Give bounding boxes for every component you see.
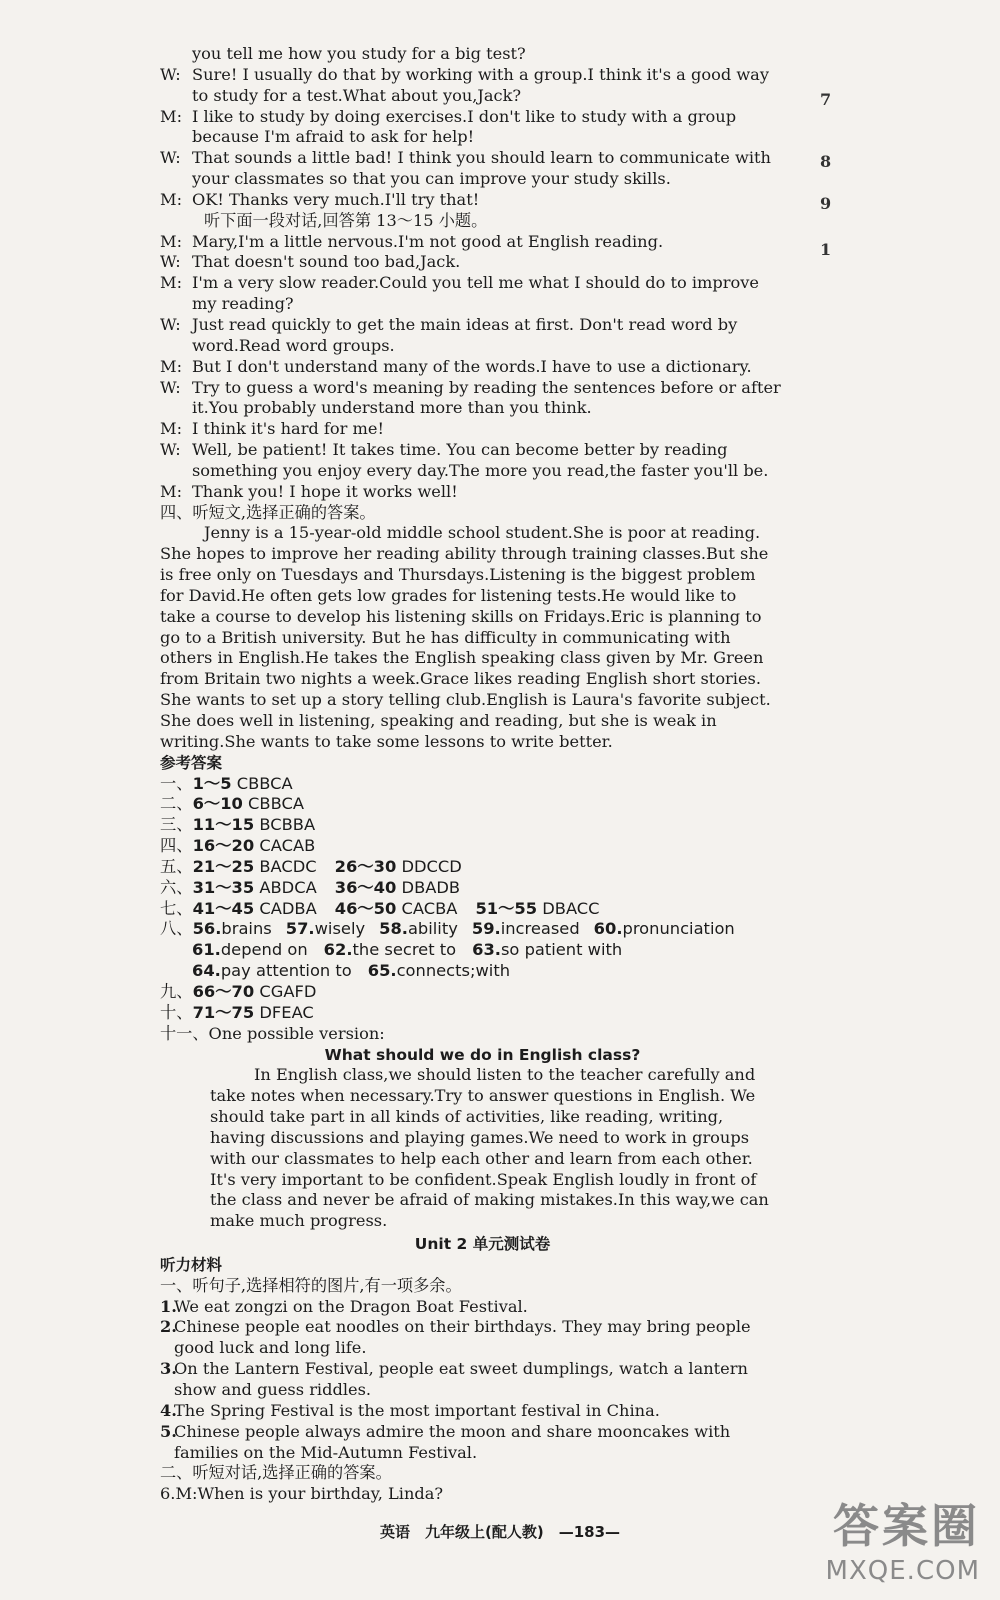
dialog-text: I like to study by doing exercises.I don't like to study with a group xyxy=(192,106,737,126)
speaker-label: W: xyxy=(160,252,181,272)
answers-title: 参考答案 xyxy=(160,753,223,772)
dialog-line xyxy=(160,252,805,273)
dialog-line xyxy=(160,232,805,253)
dialog-text: you tell me how you study for a big test? xyxy=(192,44,526,63)
dialog-text: something you enjoy every day.The more you read,the faster you'll be. xyxy=(192,460,769,480)
answer-num: 21～25 xyxy=(192,856,255,876)
speaker-label: W: xyxy=(160,64,181,84)
essay-line: should take part in all kinds of activities, like reading, writing, xyxy=(210,1107,724,1127)
answer-val: depend on xyxy=(220,940,308,960)
dialog-text: Mary,I'm a little nervous.I'm not good at English reading. xyxy=(192,231,664,251)
answer-num: 31～35 xyxy=(192,877,255,897)
item-num: 1. xyxy=(160,1296,177,1316)
passage-line: others in English.He takes the English speaking class given by Mr. Green xyxy=(160,648,764,668)
dialog-text: Thank you! I hope it works well! xyxy=(192,481,458,501)
item-text: The Spring Festival is the most important festival in China. xyxy=(174,1400,660,1420)
dialog-text: But I don't understand many of the words.I have to use a dictionary. xyxy=(192,356,752,376)
speaker-label: M: xyxy=(160,481,183,501)
list-item xyxy=(160,1317,805,1359)
item-num: 5. xyxy=(160,1421,177,1441)
answer-prefix: 六、 xyxy=(160,877,193,897)
answer-num: 11～15 xyxy=(192,815,255,835)
answer-row xyxy=(160,774,805,795)
item-text: On the Lantern Festival, people eat sweet dumplings, watch a lantern xyxy=(174,1359,748,1379)
answer-val: so patient with xyxy=(500,940,623,960)
answer-row xyxy=(160,961,805,982)
answer-num: 36～40 xyxy=(334,877,397,897)
dialog-2-intro: 听下面一段对话,回答第 13～15 小题。 xyxy=(204,210,488,230)
speaker-label: W: xyxy=(160,314,181,334)
dialog-line xyxy=(160,148,805,190)
list-item xyxy=(160,1297,805,1318)
passage-line: She hopes to improve her reading ability through training classes.But she xyxy=(160,544,769,564)
answer-val: wisely xyxy=(314,919,366,939)
answer-prefix: 二、 xyxy=(160,794,193,814)
answer-val: CACAB xyxy=(259,836,316,856)
answer-num: 62. xyxy=(323,940,353,960)
answer-row xyxy=(160,899,805,920)
answer-val: ABDCA xyxy=(259,877,317,897)
passage-line: writing.She wants to take some lessons to write better. xyxy=(160,731,613,751)
section-1-title: 一、听句子,选择相符的图片,有一项多余。 xyxy=(160,1275,462,1295)
answer-num: 41～45 xyxy=(192,898,255,918)
answer-num: 60. xyxy=(593,919,623,939)
dialog-text: That doesn't sound too bad,Jack. xyxy=(192,252,461,272)
answer-val: increased xyxy=(500,919,580,939)
listening-title: 听力材料 xyxy=(160,1255,223,1274)
watermark-logo xyxy=(826,1490,980,1586)
answer-val: CBBCA xyxy=(248,794,304,814)
item-text: show and guess riddles. xyxy=(174,1380,372,1399)
sample-essay xyxy=(160,1065,805,1232)
essay-line: It's very important to be confident.Speak English loudly in front of xyxy=(210,1169,757,1189)
answer-prefix: 一、 xyxy=(160,773,193,793)
answer-num: 51～55 xyxy=(475,898,538,918)
dialog-text: my reading? xyxy=(192,294,294,314)
answer-prefix: 九、 xyxy=(160,981,193,1001)
item-num: 3. xyxy=(160,1359,177,1379)
speaker-label: W: xyxy=(160,377,181,397)
speaker-label: W: xyxy=(160,148,181,168)
dialog-line xyxy=(160,419,805,440)
dialog-text: I think it's hard for me! xyxy=(192,419,384,439)
item-num: 4. xyxy=(160,1400,177,1420)
dialog-line xyxy=(160,190,805,211)
answer-prefix: 五、 xyxy=(160,856,193,876)
dialog-text: I'm a very slow reader.Could you tell me what I should do to improve xyxy=(192,273,759,293)
answer-num: 46～50 xyxy=(334,898,397,918)
answer-prefix: 八、 xyxy=(160,919,193,939)
answer-row xyxy=(160,815,805,836)
answer-num: 6～10 xyxy=(192,794,243,814)
dialog-line xyxy=(160,65,805,107)
item-text: Chinese people eat noodles on their birthdays. They may bring people xyxy=(174,1317,751,1337)
list-item xyxy=(160,1359,805,1401)
list-item xyxy=(160,1401,805,1422)
dialog-text: your classmates so that you can improve your study skills. xyxy=(192,169,671,189)
page-content xyxy=(160,44,805,1505)
answer-num: 57. xyxy=(285,919,315,939)
answer-num: 65. xyxy=(367,961,397,981)
margin-mark: 9 xyxy=(820,194,832,213)
answer-row xyxy=(160,1003,805,1024)
dialog-text: Sure! I usually do that by working with a group.I think it's a good way xyxy=(192,64,769,84)
speaker-label: M: xyxy=(160,273,183,293)
dialog-text: Try to guess a word's meaning by reading the sentences before or after xyxy=(192,377,781,397)
answer-num: 63. xyxy=(472,940,501,960)
dialog-text: word.Read word groups. xyxy=(192,335,395,355)
answer-num: 59. xyxy=(471,919,501,939)
margin-mark: 8 xyxy=(820,152,832,171)
answer-prefix: 四、 xyxy=(160,836,193,856)
dialog-text: Just read quickly to get the main ideas at first. Don't read word by xyxy=(192,314,738,334)
item-text: Chinese people always admire the moon and share mooncakes with xyxy=(174,1421,731,1441)
answer-prefix: 十、 xyxy=(160,1002,193,1022)
passage-line: Jenny is a 15-year-old middle school student.She is poor at reading. xyxy=(204,523,761,543)
answer-num: 56. xyxy=(192,919,222,939)
item-text: We eat zongzi on the Dragon Boat Festival. xyxy=(174,1296,528,1316)
answer-num: 58. xyxy=(379,919,408,939)
dialog-text: because I'm afraid to ask for help! xyxy=(192,127,475,147)
answer-val: DDCCD xyxy=(401,856,462,876)
section-11-label: 十一、One possible version: xyxy=(160,1023,385,1043)
answer-num: 61. xyxy=(192,940,221,960)
dialog-line xyxy=(160,315,805,357)
passage-line: She wants to set up a story telling club.English is Laura's favorite subject. xyxy=(160,690,771,710)
dialog-line xyxy=(160,44,805,65)
dialog-line xyxy=(160,378,805,420)
page-footer: 英语 九年级上(配人教) —183— xyxy=(379,1523,621,1541)
margin-mark: 1 xyxy=(820,240,832,259)
speaker-label: W: xyxy=(160,440,181,460)
speaker-label: M: xyxy=(160,189,183,209)
item-6: 6.M:When is your birthday, Linda? xyxy=(160,1484,444,1504)
essay-line: the class and never be afraid of making mistakes.In this way,we can xyxy=(210,1190,769,1210)
dialog-2 xyxy=(160,232,805,503)
answer-row xyxy=(160,940,805,961)
answer-row xyxy=(160,982,805,1003)
answer-val: DBADB xyxy=(401,877,461,897)
answer-num: 16～20 xyxy=(192,836,255,856)
item-num: 2. xyxy=(160,1317,177,1337)
dialog-text: Well, be patient! It takes time. You can become better by reading xyxy=(192,440,728,460)
essay-line: with our classmates to help each other and learn from each other. xyxy=(210,1148,753,1168)
answer-val: pay attention to xyxy=(220,961,352,981)
dialog-line xyxy=(160,482,805,503)
passage-line: go to a British university. But he has difficulty in communicating with xyxy=(160,627,731,647)
passage-line: is free only on Tuesdays and Thursdays.Listening is the biggest problem xyxy=(160,565,756,585)
essay-line: make much progress. xyxy=(210,1211,388,1231)
item-text: families on the Mid-Autumn Festival. xyxy=(174,1442,478,1462)
answer-row xyxy=(160,857,805,878)
answer-key xyxy=(160,774,805,1024)
answer-val: CADBA xyxy=(259,898,317,918)
answer-row xyxy=(160,878,805,899)
dialog-text: to study for a test.What about you,Jack? xyxy=(192,85,522,105)
speaker-label: M: xyxy=(160,419,183,439)
answer-val: ability xyxy=(407,919,458,939)
answer-val: connects;with xyxy=(396,961,511,981)
answer-val: BCBBA xyxy=(259,815,316,835)
essay-line: having discussions and playing games.We need to work in groups xyxy=(210,1127,750,1147)
answer-val: CACBA xyxy=(401,898,458,918)
dialog-line xyxy=(160,273,805,315)
watermark-text: 答案圈 xyxy=(833,1499,980,1553)
answer-val: brains xyxy=(221,919,272,939)
answer-val: BACDC xyxy=(259,856,317,876)
answer-val: DFEAC xyxy=(259,1002,314,1022)
answer-val: CGAFD xyxy=(259,981,317,1001)
speaker-label: M: xyxy=(160,356,183,376)
passage-line: for David.He often gets low grades for listening tests.He would like to xyxy=(160,585,737,605)
answer-num: 1～5 xyxy=(192,773,232,793)
answer-row xyxy=(160,836,805,857)
answer-val: CBBCA xyxy=(236,773,293,793)
answer-prefix: 七、 xyxy=(160,898,193,918)
dialog-1 xyxy=(160,44,805,211)
essay-line: take notes when necessary.Try to answer questions in English. We xyxy=(210,1086,756,1106)
answer-val: the secret to xyxy=(352,940,457,960)
answer-prefix: 三、 xyxy=(160,815,193,835)
essay-line: In English class,we should listen to the teacher carefully and xyxy=(254,1065,756,1085)
item-text: good luck and long life. xyxy=(174,1338,367,1358)
dialog-line xyxy=(160,357,805,378)
essay-title: What should we do in English class? xyxy=(324,1045,641,1064)
dialog-text: That sounds a little bad! I think you should learn to communicate with xyxy=(192,148,771,168)
passage-line: take a course to develop his listening skills on Fridays.Eric is planning to xyxy=(160,606,762,626)
passage xyxy=(160,523,805,752)
section-4-title: 四、听短文,选择正确的答案。 xyxy=(160,502,376,522)
dialog-line xyxy=(160,107,805,149)
passage-line: from Britain two nights a week.Grace likes reading English short stories. xyxy=(160,669,762,689)
unit-2-items xyxy=(160,1297,805,1464)
speaker-label: M: xyxy=(160,231,183,251)
answer-val: pronunciation xyxy=(622,919,735,939)
list-item xyxy=(160,1422,805,1464)
section-2-title: 二、听短对话,选择正确的答案。 xyxy=(160,1463,392,1483)
dialog-text: OK! Thanks very much.I'll try that! xyxy=(192,189,480,209)
dialog-text: it.You probably understand more than you think. xyxy=(192,398,592,418)
answer-num: 66～70 xyxy=(192,981,255,1001)
answer-row xyxy=(160,794,805,815)
answer-row xyxy=(160,919,805,940)
answer-num: 71～75 xyxy=(192,1002,255,1022)
margin-mark: 7 xyxy=(820,90,832,109)
answer-val: DBACC xyxy=(542,898,600,918)
watermark-url: MXQE.COM xyxy=(825,1556,980,1586)
dialog-line xyxy=(160,440,805,482)
answer-num: 26～30 xyxy=(334,856,397,876)
unit-2-title: Unit 2 单元测试卷 xyxy=(414,1235,551,1254)
passage-line: She does well in listening, speaking and reading, but she is weak in xyxy=(160,711,717,730)
answer-num: 64. xyxy=(192,961,221,981)
speaker-label: M: xyxy=(160,106,183,126)
